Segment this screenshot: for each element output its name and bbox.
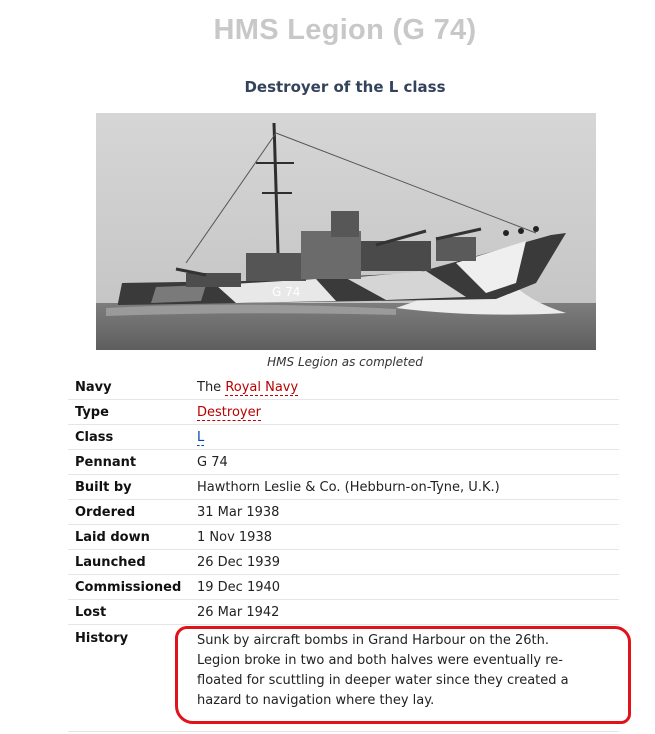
destroyer-link[interactable]: Destroyer (197, 404, 261, 420)
infobox-row-built-by (68, 475, 619, 500)
row-value: 26 Mar 1942 (197, 600, 619, 625)
row-label: Navy (68, 375, 197, 400)
infobox-row-navy (68, 375, 619, 400)
hull-marking: G 74 (272, 285, 301, 299)
page-title: HMS Legion (G 74) (213, 14, 477, 46)
row-value: 19 Dec 1940 (197, 575, 619, 600)
row-label: Launched (68, 550, 197, 575)
page-subtitle: Destroyer of the L class (244, 78, 446, 96)
row-label: Type (68, 400, 197, 425)
row-value: Hawthorn Leslie & Co. (Hebburn-on-Tyne, U.K.) (197, 475, 619, 500)
row-value: G 74 (197, 450, 619, 475)
history-text: Sunk by aircraft bombs in Grand Harbour on the 26th. Legion broke in two and both halves were eventually re-floated for scuttling in deeper water since they created a hazard to navigation where they lay. (197, 625, 619, 732)
infobox-row-laid-down (68, 525, 619, 550)
row-value (197, 400, 619, 425)
navy-prefix: The (197, 379, 226, 395)
row-value: 31 Mar 1938 (197, 500, 619, 525)
row-label: Lost (68, 600, 197, 625)
infobox-table (68, 375, 619, 732)
row-value (197, 425, 619, 450)
row-value: 26 Dec 1939 (197, 550, 619, 575)
row-label: Class (68, 425, 197, 450)
infobox-row-lost (68, 600, 619, 625)
infobox-row-type (68, 400, 619, 425)
ship-photo (96, 113, 596, 350)
royal-navy-link[interactable]: Royal Navy (225, 379, 299, 395)
row-label: History (68, 625, 197, 732)
row-value (197, 375, 619, 400)
photo-caption: HMS Legion as completed (267, 355, 423, 369)
row-label: Built by (68, 475, 197, 500)
infobox-row-pennant (68, 450, 619, 475)
infobox-row-ordered (68, 500, 619, 525)
row-label: Pennant (68, 450, 197, 475)
infobox-row-history (68, 625, 619, 732)
infobox-row-launched (68, 550, 619, 575)
row-label: Ordered (68, 500, 197, 525)
l-class-link[interactable]: L (197, 429, 205, 445)
row-value: 1 Nov 1938 (197, 525, 619, 550)
infobox-row-commissioned (68, 575, 619, 600)
row-label: Laid down (68, 525, 197, 550)
infobox-row-class (68, 425, 619, 450)
row-label: Commissioned (68, 575, 197, 600)
